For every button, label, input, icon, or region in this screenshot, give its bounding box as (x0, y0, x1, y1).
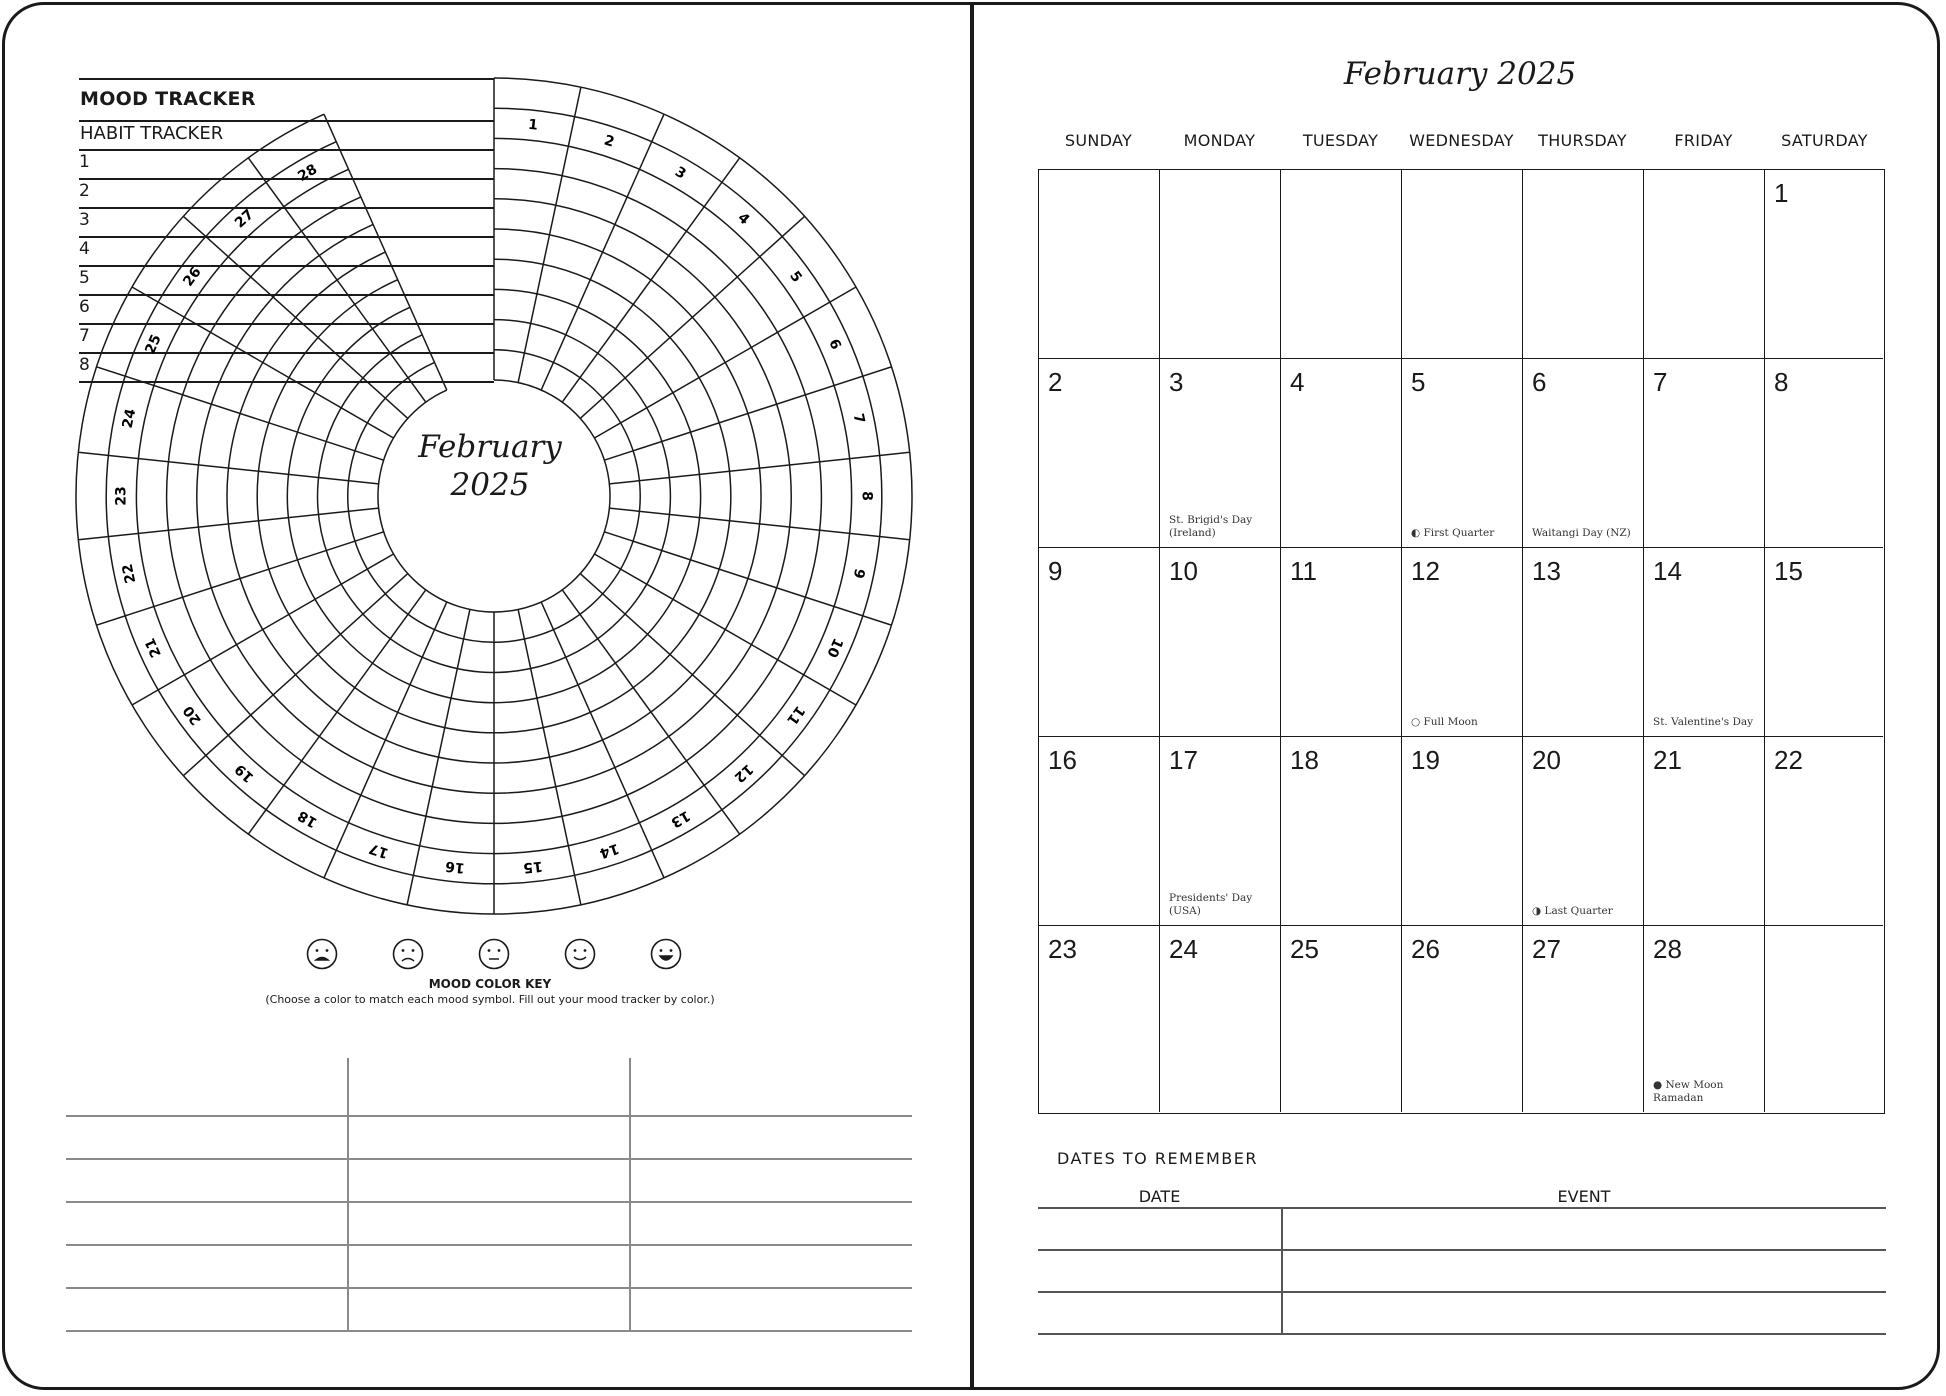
habit-tracker-label: HABIT TRACKER (80, 123, 224, 144)
wheel-day-label-10: 10 (823, 635, 846, 660)
wheel-day-label-18: 18 (295, 806, 321, 831)
day-number: 11 (1290, 556, 1317, 586)
wheel-spoke (609, 452, 909, 484)
calendar-day-6[interactable] (1523, 359, 1644, 548)
day-number: 21 (1653, 745, 1682, 775)
wheel-day-label-24: 24 (119, 407, 140, 430)
calendar-day-15[interactable] (1765, 548, 1883, 737)
calendar-day-10[interactable] (1160, 548, 1281, 737)
wheel-day-label-22: 22 (119, 562, 140, 585)
wheel-day-label-27: 27 (232, 206, 258, 232)
calendar-day-18[interactable] (1281, 737, 1402, 926)
calendar-day-22[interactable] (1765, 737, 1883, 926)
wheel-spoke (562, 158, 740, 402)
calendar-empty-cell[interactable] (1523, 170, 1644, 359)
wheel-year-title: 2025 (450, 467, 530, 503)
calendar-empty-cell[interactable] (1402, 170, 1523, 359)
wheel-day-label-16: 16 (444, 857, 466, 876)
day-event: ○ Full Moon (1411, 716, 1478, 728)
weekday-sunday: SUNDAY (1064, 131, 1133, 150)
calendar-day-24[interactable] (1160, 926, 1281, 1112)
wheel-day-label-9: 9 (849, 567, 868, 580)
neutral-face-icon (478, 938, 510, 970)
mood-tracker-label: MOOD TRACKER (80, 88, 256, 110)
date-column-header: DATE (1138, 1187, 1181, 1206)
day-number: 6 (1532, 367, 1547, 397)
day-number: 7 (1653, 367, 1668, 397)
weekday-wednesday: WEDNESDAY (1409, 131, 1514, 150)
day-event: ◑ Last Quarter (1532, 905, 1613, 917)
wheel-day-label-21: 21 (142, 635, 165, 660)
calendar-day-27[interactable] (1523, 926, 1644, 1112)
wheel-day-label-5: 5 (786, 268, 805, 286)
wheel-spoke (609, 508, 909, 540)
wheel-day-label-17: 17 (367, 839, 391, 862)
calendar-empty-cell[interactable] (1281, 170, 1402, 359)
day-event: St. Valentine's Day (1653, 716, 1754, 728)
wheel-day-label-4: 4 (734, 209, 753, 229)
day-number: 27 (1532, 934, 1561, 964)
day-number: 18 (1290, 745, 1319, 775)
wheel-spoke (248, 158, 426, 402)
day-number: 8 (1774, 367, 1789, 397)
wheel-spoke (78, 508, 378, 540)
day-number: 22 (1774, 745, 1803, 775)
wheel-day-label-8: 8 (858, 491, 875, 501)
wheel-day-label-11: 11 (783, 702, 808, 728)
wheel-day-label-28: 28 (295, 161, 321, 186)
calendar-empty-cell[interactable] (1160, 170, 1281, 359)
calendar-day-9[interactable] (1039, 548, 1160, 737)
calendar-day-14[interactable] (1644, 548, 1765, 737)
table-line (1038, 1207, 1886, 1209)
calendar-title: February 2025 (1343, 56, 1577, 92)
day-number: 19 (1411, 745, 1440, 775)
calendar-day-7[interactable] (1644, 359, 1765, 548)
calendar-empty-cell[interactable] (1644, 170, 1765, 359)
calendar-day-13[interactable] (1523, 548, 1644, 737)
calendar-empty-cell[interactable] (1765, 926, 1883, 1112)
notes-grid-line (66, 1244, 912, 1246)
wheel-day-label-20: 20 (180, 702, 205, 728)
calendar-day-12[interactable] (1402, 548, 1523, 737)
day-number: 17 (1169, 745, 1198, 775)
day-number: 26 (1411, 934, 1440, 964)
calendar-day-3[interactable] (1160, 359, 1281, 548)
day-event: ● New Moon Ramadan (1653, 1079, 1724, 1104)
wheel-day-label-23: 23 (113, 486, 130, 506)
sad-face-icon (392, 938, 424, 970)
weekday-thursday: THURSDAY (1538, 131, 1627, 150)
day-number: 16 (1048, 745, 1077, 775)
wheel-day-label-6: 6 (825, 336, 844, 353)
wheel-spoke (562, 590, 740, 834)
very-sad-face-icon (306, 938, 338, 970)
day-number: 25 (1290, 934, 1319, 964)
day-number: 28 (1653, 934, 1682, 964)
weekday-tuesday: TUESDAY (1302, 131, 1379, 150)
habit-row-7[interactable]: 7 (79, 326, 90, 346)
wheel-day-label-25: 25 (142, 332, 165, 357)
calendar-day-26[interactable] (1402, 926, 1523, 1112)
wheel-day-label-19: 19 (232, 760, 258, 786)
wheel-day-label-2: 2 (602, 132, 617, 151)
day-number: 3 (1169, 367, 1184, 397)
calendar-day-4[interactable] (1281, 359, 1402, 548)
calendar-day-11[interactable] (1281, 548, 1402, 737)
day-number: 12 (1411, 556, 1440, 586)
calendar-day-1[interactable] (1765, 170, 1883, 359)
habit-row-2[interactable]: 2 (79, 181, 90, 201)
calendar-day-2[interactable] (1039, 359, 1160, 548)
table-line (1038, 1333, 1886, 1335)
mood-key-subtitle: (Choose a color to match each mood symbol. Fill out your mood tracker by color.) (265, 993, 715, 1006)
day-number: 24 (1169, 934, 1198, 964)
day-number: 23 (1048, 934, 1077, 964)
left-page (0, 0, 972, 1396)
habit-row-5[interactable]: 5 (79, 268, 90, 288)
mood-key-title: MOOD COLOR KEY (428, 977, 552, 991)
notes-grid-line (66, 1115, 912, 1117)
table-line (1038, 1249, 1886, 1251)
wheel-day-label-26: 26 (180, 264, 205, 290)
calendar-day-23[interactable] (1039, 926, 1160, 1112)
wheel-day-label-7: 7 (849, 412, 868, 425)
happy-face-icon (564, 938, 596, 970)
table-line (1038, 1291, 1886, 1293)
table-divider (1281, 1207, 1283, 1335)
weekday-friday: FRIDAY (1674, 131, 1733, 150)
calendar-day-17[interactable] (1160, 737, 1281, 926)
day-number: 4 (1290, 367, 1305, 397)
habit-row-3[interactable]: 3 (79, 210, 90, 230)
wheel-day-label-15: 15 (522, 857, 544, 876)
dates-to-remember-label: DATES TO REMEMBER (1057, 1149, 1258, 1168)
notes-grid-divider (347, 1058, 349, 1331)
calendar-day-21[interactable] (1644, 737, 1765, 926)
day-event: Waitangi Day (NZ) (1532, 527, 1631, 539)
day-number: 13 (1532, 556, 1561, 586)
wheel-day-label-1: 1 (527, 116, 539, 134)
calendar-day-8[interactable] (1765, 359, 1883, 548)
habit-row-8[interactable]: 8 (79, 355, 90, 375)
notes-grid-divider (629, 1058, 631, 1331)
notes-grid-line (66, 1201, 912, 1203)
notes-grid-line (66, 1330, 912, 1332)
day-number: 10 (1169, 556, 1198, 586)
event-column-header: EVENT (1557, 1187, 1611, 1206)
weekday-monday: MONDAY (1183, 131, 1256, 150)
notes-grid-line (66, 1158, 912, 1160)
wheel-spoke (324, 114, 447, 390)
wheel-day-label-13: 13 (667, 806, 693, 831)
calendar-day-25[interactable] (1281, 926, 1402, 1112)
habit-row-1[interactable]: 1 (79, 152, 90, 172)
wheel-day-label-12: 12 (730, 760, 756, 786)
wheel-day-label-14: 14 (597, 839, 621, 862)
wheel-spoke (248, 590, 426, 834)
wheel-day-label-3: 3 (672, 163, 689, 183)
very-happy-face-icon (650, 938, 682, 970)
day-number: 9 (1048, 556, 1063, 586)
habit-row-6[interactable]: 6 (79, 297, 90, 317)
day-number: 1 (1774, 178, 1789, 208)
day-event: Presidents' Day (USA) (1169, 892, 1253, 917)
calendar-grid (1038, 169, 1885, 1114)
calendar-day-16[interactable] (1039, 737, 1160, 926)
calendar-day-20[interactable] (1523, 737, 1644, 926)
notes-grid-line (66, 1287, 912, 1289)
day-event: ◐ First Quarter (1411, 527, 1495, 539)
day-number: 14 (1653, 556, 1682, 586)
habit-row-4[interactable]: 4 (79, 239, 90, 259)
calendar-day-28[interactable] (1644, 926, 1765, 1112)
day-number: 2 (1048, 367, 1063, 397)
calendar-day-5[interactable] (1402, 359, 1523, 548)
day-number: 15 (1774, 556, 1803, 586)
calendar-day-19[interactable] (1402, 737, 1523, 926)
day-event: St. Brigid's Day (Ireland) (1169, 514, 1253, 539)
day-number: 5 (1411, 367, 1426, 397)
day-number: 20 (1532, 745, 1561, 775)
wheel-month-title: February (418, 429, 562, 465)
wheel-spoke (78, 452, 378, 484)
weekday-saturday: SATURDAY (1781, 131, 1868, 150)
calendar-empty-cell[interactable] (1039, 170, 1160, 359)
